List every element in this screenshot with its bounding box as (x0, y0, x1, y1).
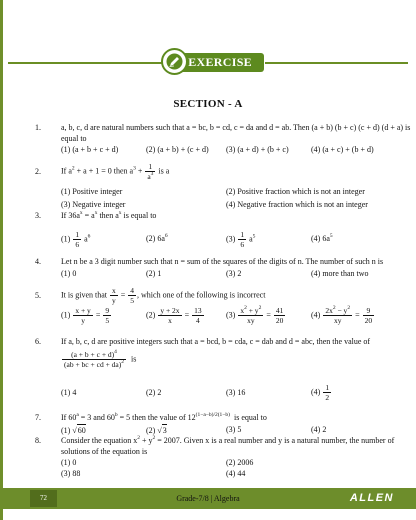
option-4[interactable]: (4) $\frac{1}{2}$ (311, 383, 330, 402)
question-text: Let n be a 3 digit number such that n = sum of the squares of the digits of n. The number of such n is (61, 257, 384, 266)
option-3[interactable]: (3) 5 (226, 425, 242, 434)
option-2[interactable]: (2) $6a^6$ (146, 233, 168, 243)
option-1[interactable]: (1) 4 (61, 388, 77, 397)
option-1[interactable]: (1) 0 (61, 458, 77, 467)
question-number: 7. (35, 413, 41, 422)
option-3[interactable]: (3) 2 (226, 269, 242, 278)
option-1[interactable]: (1) $\frac{x + y}{y}$ = $\frac{9}{5}$ (61, 306, 110, 325)
fraction: $\frac{1}{a^3}$ (147, 162, 154, 181)
pencil-icon (161, 48, 188, 75)
option-4[interactable]: (4) Negative fraction which is not an integer (226, 200, 368, 209)
option-4[interactable]: (4) $\frac{2x^2 - y^2}{xy}$ = $\frac{9}{20}$ (311, 305, 373, 325)
option-1[interactable]: (1) √60 (61, 426, 86, 435)
banner-rule-right (265, 62, 408, 64)
question-text: Consider the equation $x^2 + y^2 = 2007$. Given x is a real number and y is a natural number, the number of solutions of the equation is (61, 435, 395, 456)
option-2[interactable]: (2) $\frac{y + 2x}{x}$ = $\frac{13}{4}$ (146, 306, 202, 325)
option-2[interactable]: (2) 1 (146, 269, 162, 278)
option-4[interactable]: (4) more than two (311, 269, 369, 278)
option-3[interactable]: (3) Negative integer (61, 200, 126, 209)
question-number: 1. (35, 123, 41, 132)
question-number: 6. (35, 337, 41, 346)
question-number: 8. (35, 436, 41, 445)
question-text: If a, b, c, d are positive integers such that a = bcd, b = cda, c = dab and d = abc, then the value of (61, 337, 371, 346)
option-2[interactable]: (2) (a + b) + (c + d) (146, 145, 209, 154)
page-number: 72 (30, 490, 57, 507)
option-1[interactable]: (1) 0 (61, 269, 77, 278)
option-3[interactable]: (3) (a + d) + (b + c) (226, 145, 289, 154)
option-4[interactable]: (4) 44 (226, 469, 246, 478)
exercise-title: EXERCISE (178, 53, 264, 72)
expression: $\frac{(a + b + c + d)^4}{(ab + bc + cd + da)^2}$ is (64, 349, 137, 369)
question-text: a, b, c, d are natural numbers such that a = bc, b = cd, c = da and d = ab. Then (a + b) (b + c) (c + d) (d + a) is equal to (61, 123, 411, 143)
option-1[interactable]: (1) $\frac{1}{6}$ $a^6$ (61, 230, 91, 249)
option-4[interactable]: (4) $6a^5$ (311, 233, 333, 243)
option-2[interactable]: (2) √3 (146, 426, 167, 435)
question-number: 5. (35, 291, 41, 300)
option-1[interactable]: (1) (a + b + c + d) (61, 145, 119, 154)
question-text: If $a^2 + a + 1 = 0$ then $a^3$ + $\frac{1}{a^3}$ is a (61, 162, 170, 181)
option-3[interactable]: (3) 88 (61, 469, 81, 478)
section-title: SECTION - A (173, 98, 243, 110)
question-number: 2. (35, 167, 41, 176)
option-4[interactable]: (4) (a + c) + (b + d) (311, 145, 374, 154)
option-4[interactable]: (4) 2 (311, 425, 327, 434)
banner-rule-left (8, 62, 173, 64)
left-stripe (0, 0, 3, 520)
option-2[interactable]: (2) 2 (146, 388, 162, 397)
option-3[interactable]: (3) $\frac{1}{6}$ $a^5$ (226, 230, 256, 249)
option-2[interactable]: (2) Positive fraction which is not an integer (226, 187, 365, 196)
page-footer (0, 488, 416, 509)
question-number: 3. (35, 211, 41, 220)
question-text: If $60^a = 3$ and $60^b = 5$ then the value of $12^{(1-a-b)/2(1-b)}$ is equal to (61, 412, 267, 422)
option-2[interactable]: (2) 2006 (226, 458, 254, 467)
option-1[interactable]: (1) Positive integer (61, 187, 123, 196)
question-number: 4. (35, 257, 41, 266)
question-text: If $36a^x = a^x$ then $a^x$ is equal to (61, 210, 157, 220)
exercise-banner (8, 52, 408, 74)
question-text: It is given that $\frac{x}{y}$ = $\frac{4}{5}$ , which one of the following is incorrect (61, 286, 266, 305)
brand-logo: ALLEN (349, 492, 394, 504)
option-3[interactable]: (3) $\frac{x^2 + y^2}{xy}$ = $\frac{41}{20}$ (226, 305, 284, 325)
option-3[interactable]: (3) 16 (226, 388, 246, 397)
footer-title: Grade-7/8 | Algebra (176, 494, 240, 503)
